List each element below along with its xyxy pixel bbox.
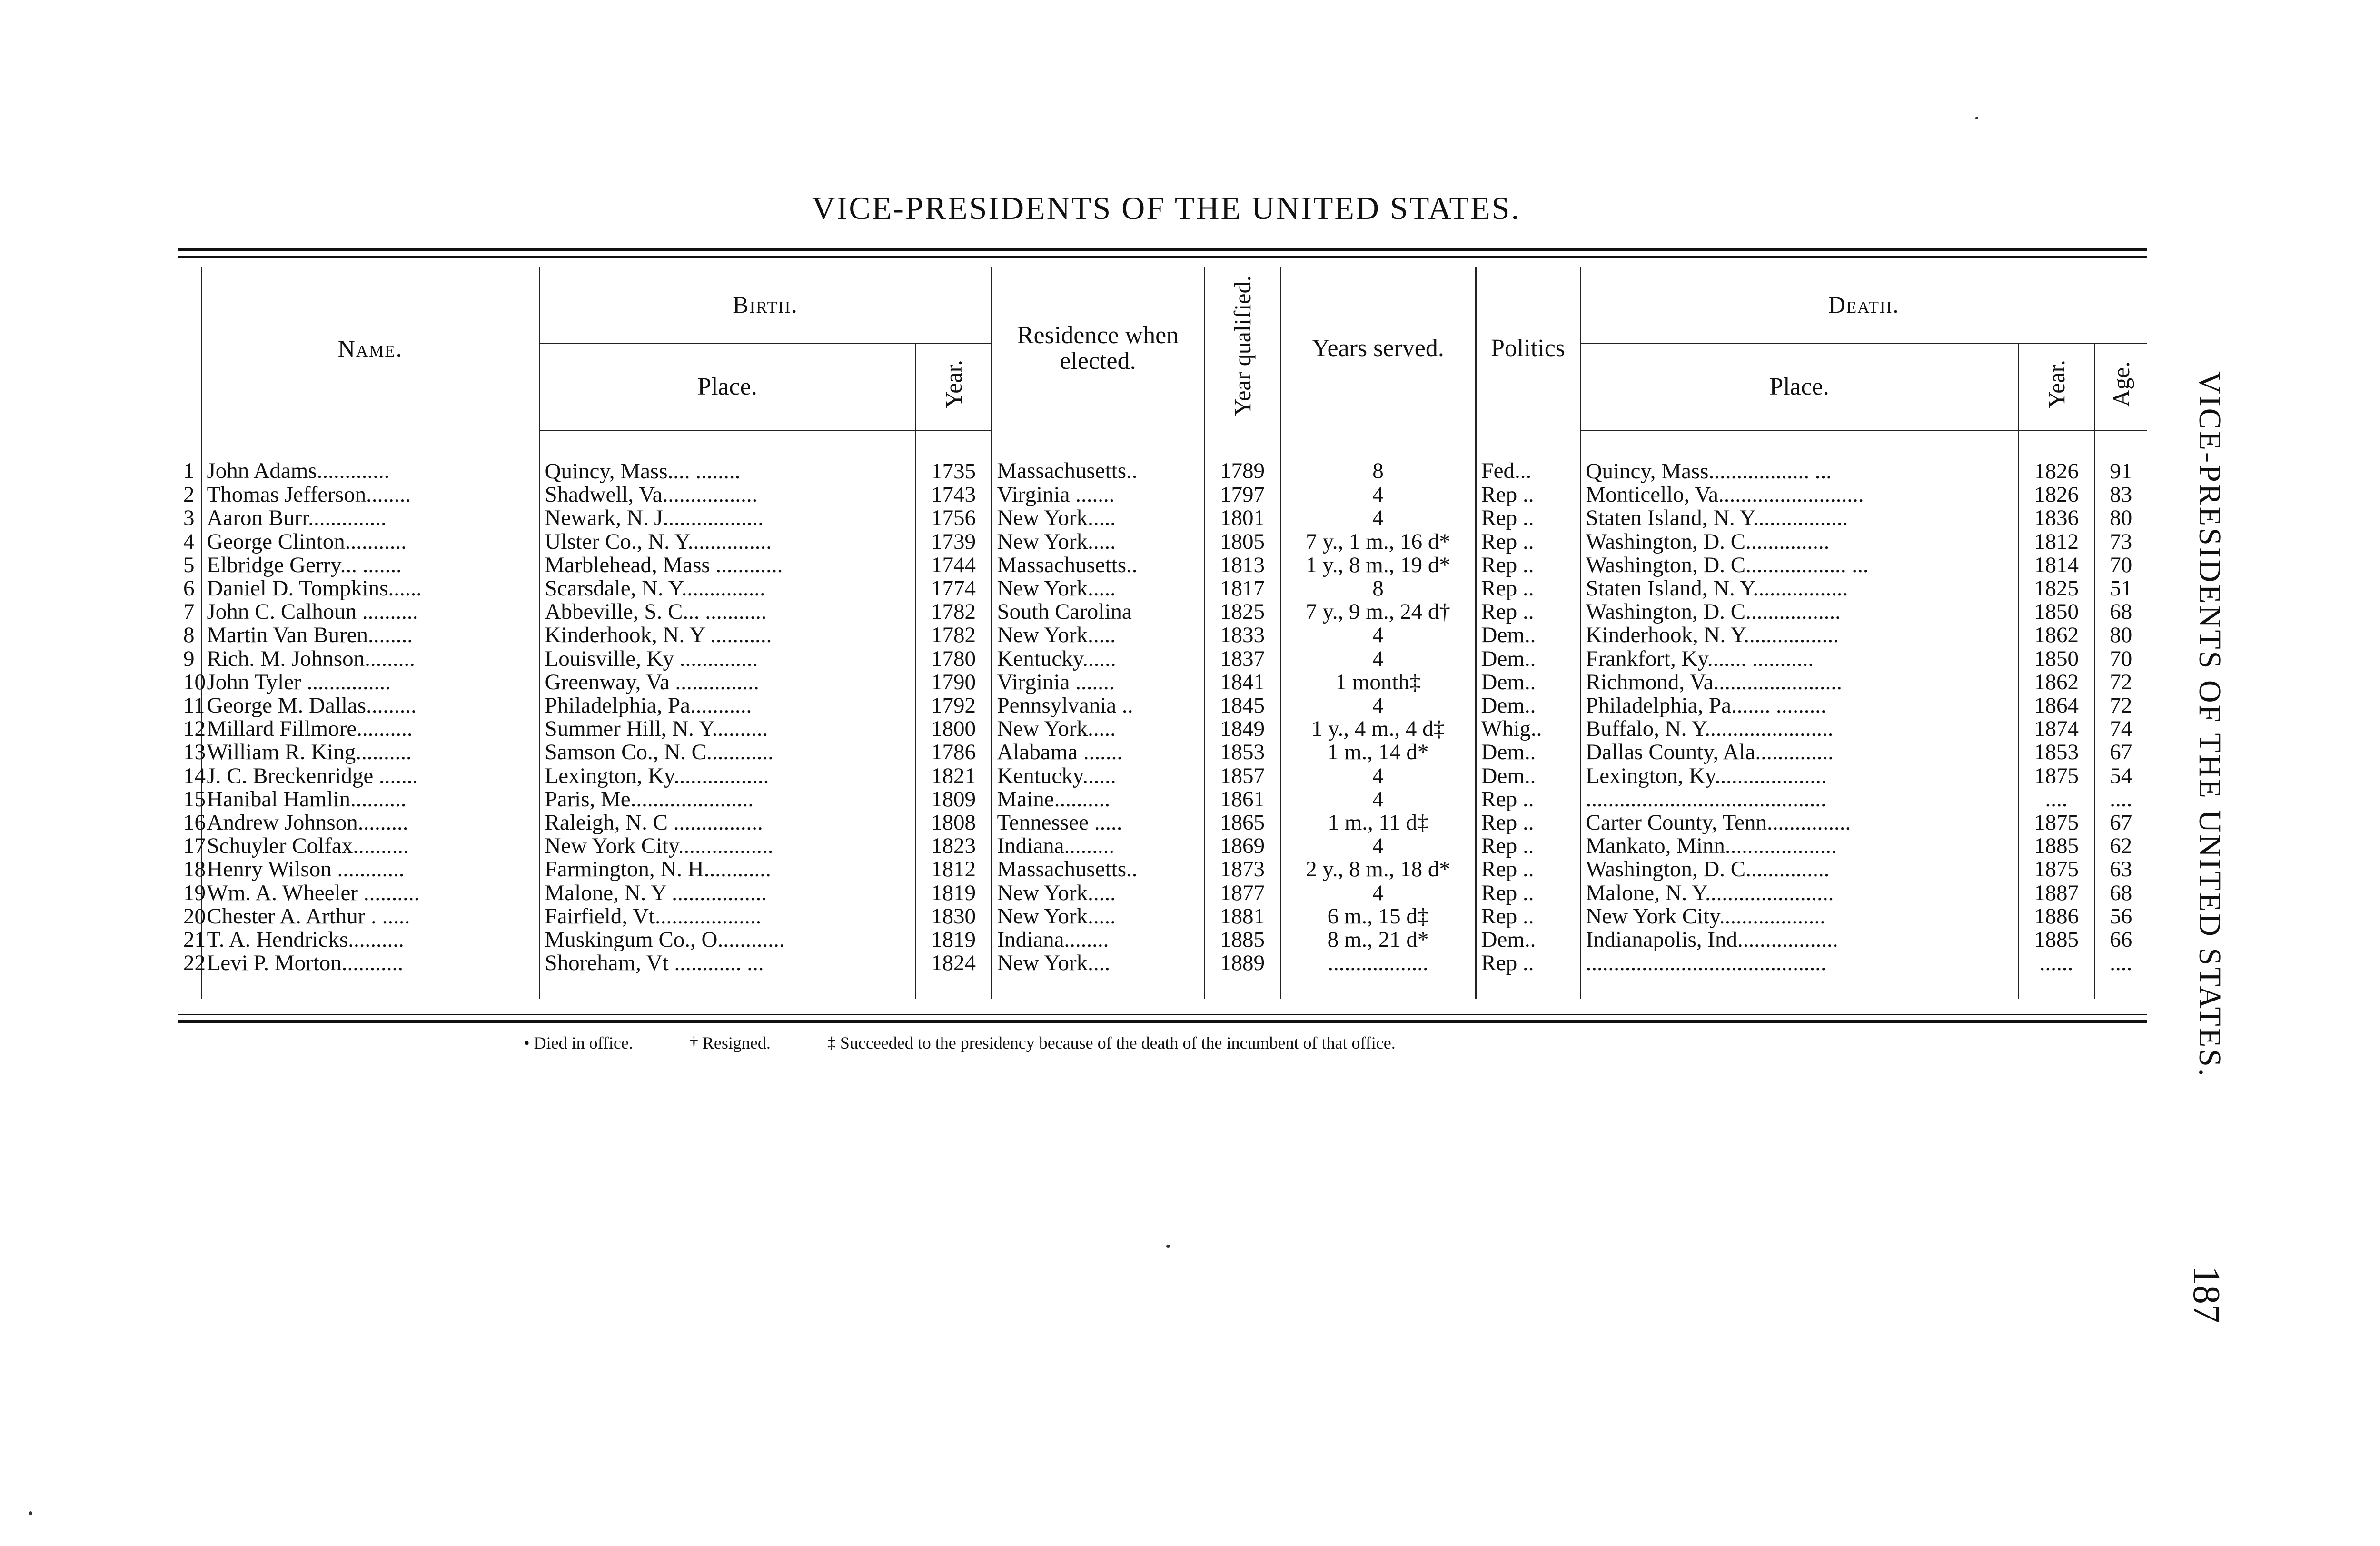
year-qualified-cell: 1865 xyxy=(1204,811,1280,834)
residence-cell: New York..... xyxy=(992,624,1204,647)
name-cell: Rich. M. Johnson......... xyxy=(201,647,539,671)
years-served-cell: 7 y., 1 m., 16 d* xyxy=(1280,530,1476,554)
table-row xyxy=(178,764,2147,788)
top-double-rule-thick xyxy=(178,248,2147,251)
years-served-cell: 4 xyxy=(1280,506,1476,530)
death-year-cell: 1814 xyxy=(2018,554,2094,577)
age-cell: .... xyxy=(2094,788,2147,811)
residence-cell: Tennessee ..... xyxy=(992,811,1204,834)
footnote-resigned: † Resigned. xyxy=(689,1033,771,1052)
residence-cell: New York..... xyxy=(992,530,1204,554)
politics-cell: Dem.. xyxy=(1476,671,1580,694)
name-cell: T. A. Hendricks.......... xyxy=(201,928,539,951)
death-place-cell: Mankato, Minn.................... xyxy=(1580,834,2018,858)
birth-year-cell: 1812 xyxy=(915,858,992,881)
politics-cell: Rep .. xyxy=(1476,858,1580,881)
table-row xyxy=(178,882,2147,905)
name-cell: John Tyler ............... xyxy=(201,671,539,694)
row-number: 4 xyxy=(183,529,195,554)
birth-place-cell: Malone, N. Y ................. xyxy=(539,882,915,905)
politics-cell: Rep .. xyxy=(1476,600,1580,624)
death-place-cell: Dallas County, Ala.............. xyxy=(1580,741,2018,764)
death-year-cell: 1864 xyxy=(2018,694,2094,717)
years-served-cell: 4 xyxy=(1280,882,1476,905)
row-number: 20 xyxy=(183,903,206,929)
death-place-cell: Lexington, Ky.................... xyxy=(1580,764,2018,788)
year-qualified-cell: 1869 xyxy=(1204,834,1280,858)
death-place-cell: ........................................... xyxy=(1580,788,2018,811)
residence-cell: South Carolina xyxy=(992,600,1204,624)
header-name: Name. xyxy=(201,267,539,431)
row-number: 9 xyxy=(183,646,195,671)
name-cell: Henry Wilson ............ xyxy=(201,858,539,881)
residence-cell: Virginia ....... xyxy=(992,671,1204,694)
politics-cell: Rep .. xyxy=(1476,530,1580,554)
row-number: 15 xyxy=(183,786,206,812)
residence-cell: New York..... xyxy=(992,577,1204,600)
age-cell: 70 xyxy=(2094,554,2147,577)
birth-year-cell: 1792 xyxy=(915,694,992,717)
footnotes xyxy=(524,1033,2047,1053)
years-served-cell: 7 y., 9 m., 24 d† xyxy=(1280,600,1476,624)
row-number: 10 xyxy=(183,669,206,694)
birth-year-cell: 1830 xyxy=(915,905,992,928)
row-number: 18 xyxy=(183,857,206,882)
birth-place-cell: Shadwell, Va................. xyxy=(539,483,915,506)
name-cell: George Clinton........... xyxy=(201,530,539,554)
table-row xyxy=(178,671,2147,694)
age-cell: 74 xyxy=(2094,717,2147,741)
politics-cell: Rep .. xyxy=(1476,554,1580,577)
residence-cell: Kentucky...... xyxy=(992,647,1204,671)
year-qualified-cell: 1813 xyxy=(1204,554,1280,577)
row-number: 8 xyxy=(183,623,195,648)
age-cell: 68 xyxy=(2094,882,2147,905)
age-cell: 80 xyxy=(2094,506,2147,530)
death-year-cell: 1826 xyxy=(2018,431,2094,484)
year-qualified-cell: 1873 xyxy=(1204,858,1280,881)
table-row xyxy=(178,577,2147,600)
politics-cell: Rep .. xyxy=(1476,834,1580,858)
header-years-served: Years served. xyxy=(1280,267,1476,431)
years-served-cell: 2 y., 8 m., 18 d* xyxy=(1280,858,1476,881)
death-place-cell: Kinderhook, N. Y................. xyxy=(1580,624,2018,647)
header-year-qualified-label: Year qualified. xyxy=(1229,276,1256,416)
birth-year-cell: 1808 xyxy=(915,811,992,834)
residence-cell: New York..... xyxy=(992,506,1204,530)
residence-cell: Indiana......... xyxy=(992,834,1204,858)
row-number: 19 xyxy=(183,880,206,905)
birth-place-cell: Muskingum Co., O............ xyxy=(539,928,915,951)
year-qualified-cell: 1789 xyxy=(1204,431,1280,484)
year-qualified-cell: 1797 xyxy=(1204,483,1280,506)
row-number: 7 xyxy=(183,599,195,624)
birth-place-cell: Farmington, N. H............ xyxy=(539,858,915,881)
year-qualified-cell: 1841 xyxy=(1204,671,1280,694)
birth-year-cell: 1790 xyxy=(915,671,992,694)
residence-cell: Massachusetts.. xyxy=(992,431,1204,484)
politics-cell: Dem.. xyxy=(1476,624,1580,647)
death-place-cell: Staten Island, N. Y................. xyxy=(1580,506,2018,530)
politics-cell: Fed... xyxy=(1476,431,1580,484)
death-year-cell: 1812 xyxy=(2018,530,2094,554)
birth-place-cell: Summer Hill, N. Y.......... xyxy=(539,717,915,741)
name-cell: Andrew Johnson......... xyxy=(201,811,539,834)
table-row xyxy=(178,530,2147,554)
row-number: 2 xyxy=(183,482,195,507)
table-row xyxy=(178,483,2147,506)
politics-cell: Rep .. xyxy=(1476,788,1580,811)
years-served-cell: 1 y., 8 m., 19 d* xyxy=(1280,554,1476,577)
row-number: 22 xyxy=(183,951,206,976)
year-qualified-cell: 1857 xyxy=(1204,764,1280,788)
birth-place-cell: Louisville, Ky .............. xyxy=(539,647,915,671)
years-served-cell: 4 xyxy=(1280,694,1476,717)
row-number: 1 xyxy=(183,458,195,484)
row-number: 11 xyxy=(183,693,205,718)
death-year-cell: 1850 xyxy=(2018,600,2094,624)
death-place-cell: Philadelphia, Pa....... ......... xyxy=(1580,694,2018,717)
residence-cell: Alabama ....... xyxy=(992,741,1204,764)
age-cell: 73 xyxy=(2094,530,2147,554)
year-qualified-cell: 1889 xyxy=(1204,951,1280,999)
birth-year-cell: 1809 xyxy=(915,788,992,811)
years-served-cell: 8 xyxy=(1280,431,1476,484)
year-qualified-cell: 1861 xyxy=(1204,788,1280,811)
residence-cell: Kentucky...... xyxy=(992,764,1204,788)
birth-year-cell: 1780 xyxy=(915,647,992,671)
birth-year-cell: 1782 xyxy=(915,624,992,647)
residence-cell: New York.... xyxy=(992,951,1204,999)
table-row xyxy=(178,811,2147,834)
years-served-cell: 1 y., 4 m., 4 d‡ xyxy=(1280,717,1476,741)
death-year-cell: 1874 xyxy=(2018,717,2094,741)
age-cell: 70 xyxy=(2094,647,2147,671)
birth-year-cell: 1743 xyxy=(915,483,992,506)
age-cell: 72 xyxy=(2094,694,2147,717)
birth-place-cell: Lexington, Ky................. xyxy=(539,764,915,788)
header-age xyxy=(2094,344,2147,431)
table-row xyxy=(178,624,2147,647)
age-cell: 68 xyxy=(2094,600,2147,624)
header-death-year xyxy=(2018,344,2094,431)
age-cell: 80 xyxy=(2094,624,2147,647)
birth-year-cell: 1819 xyxy=(915,882,992,905)
year-qualified-cell: 1849 xyxy=(1204,717,1280,741)
death-year-cell: 1875 xyxy=(2018,858,2094,881)
residence-cell: New York..... xyxy=(992,717,1204,741)
header-birth-year xyxy=(915,344,992,431)
birth-year-cell: 1744 xyxy=(915,554,992,577)
birth-year-cell: 1756 xyxy=(915,506,992,530)
row-number: 16 xyxy=(183,810,206,835)
residence-cell: Virginia ....... xyxy=(992,483,1204,506)
row-number: 12 xyxy=(183,716,206,742)
row-number: 21 xyxy=(183,927,206,952)
header-number xyxy=(178,267,201,431)
politics-cell: Dem.. xyxy=(1476,764,1580,788)
header-death-year-label: Year. xyxy=(2043,360,2070,409)
table-row xyxy=(178,554,2147,577)
death-place-cell: Monticello, Va.......................... xyxy=(1580,483,2018,506)
years-served-cell: 4 xyxy=(1280,764,1476,788)
birth-place-cell: Greenway, Va ............... xyxy=(539,671,915,694)
politics-cell: Rep .. xyxy=(1476,882,1580,905)
year-qualified-cell: 1881 xyxy=(1204,905,1280,928)
residence-cell: Maine.......... xyxy=(992,788,1204,811)
death-year-cell: 1862 xyxy=(2018,624,2094,647)
birth-place-cell: Shoreham, Vt ............ ... xyxy=(539,951,915,999)
top-double-rule-thin xyxy=(178,256,2147,258)
death-place-cell: New York City................... xyxy=(1580,905,2018,928)
age-cell: 66 xyxy=(2094,928,2147,951)
death-place-cell: Indianapolis, Ind.................. xyxy=(1580,928,2018,951)
table-row xyxy=(178,905,2147,928)
death-year-cell: 1850 xyxy=(2018,647,2094,671)
birth-year-cell: 1739 xyxy=(915,530,992,554)
residence-cell: Pennsylvania .. xyxy=(992,694,1204,717)
birth-year-cell: 1821 xyxy=(915,764,992,788)
birth-place-cell: Philadelphia, Pa........... xyxy=(539,694,915,717)
residence-cell: Massachusetts.. xyxy=(992,858,1204,881)
footnote-died: • Died in office. xyxy=(524,1033,633,1052)
name-cell: John C. Calhoun .......... xyxy=(201,600,539,624)
name-cell: Aaron Burr.............. xyxy=(201,506,539,530)
birth-year-cell: 1782 xyxy=(915,600,992,624)
politics-cell: Dem.. xyxy=(1476,741,1580,764)
row-number: 5 xyxy=(183,552,195,577)
death-place-cell: Washington, D. C................. xyxy=(1580,600,2018,624)
birth-year-cell: 1735 xyxy=(915,431,992,484)
table-row xyxy=(178,647,2147,671)
print-speck xyxy=(1166,1245,1170,1248)
death-year-cell: 1887 xyxy=(2018,882,2094,905)
politics-cell: Rep .. xyxy=(1476,811,1580,834)
table-row xyxy=(178,431,2147,484)
death-place-cell: ........................................... xyxy=(1580,951,2018,999)
death-place-cell: Carter County, Tenn............... xyxy=(1580,811,2018,834)
birth-year-cell: 1819 xyxy=(915,928,992,951)
page-number: 187 xyxy=(2185,1266,2227,1323)
table-row xyxy=(178,788,2147,811)
table-row xyxy=(178,506,2147,530)
name-cell: George M. Dallas......... xyxy=(201,694,539,717)
year-qualified-cell: 1833 xyxy=(1204,624,1280,647)
politics-cell: Rep .. xyxy=(1476,577,1580,600)
name-cell: J. C. Breckenridge ....... xyxy=(201,764,539,788)
name-cell: Levi P. Morton........... xyxy=(201,951,539,999)
name-cell: Daniel D. Tompkins...... xyxy=(201,577,539,600)
row-number: 13 xyxy=(183,740,206,765)
birth-place-cell: Abbeville, S. C... ........... xyxy=(539,600,915,624)
year-qualified-cell: 1801 xyxy=(1204,506,1280,530)
birth-year-cell: 1774 xyxy=(915,577,992,600)
politics-cell: Dem.. xyxy=(1476,928,1580,951)
years-served-cell: 1 m., 14 d* xyxy=(1280,741,1476,764)
years-served-cell: 4 xyxy=(1280,834,1476,858)
table-row xyxy=(178,928,2147,951)
page-title: VICE-PRESIDENTS OF THE UNITED STATES. xyxy=(812,190,1521,226)
footnote-succeeded: ‡ Succeeded to the presidency because of the death of the incumbent of that office. xyxy=(827,1033,1396,1052)
table-row xyxy=(178,717,2147,741)
death-year-cell: 1875 xyxy=(2018,764,2094,788)
row-number: 17 xyxy=(183,833,206,859)
name-cell: Martin Van Buren........ xyxy=(201,624,539,647)
years-served-cell: 4 xyxy=(1280,788,1476,811)
death-place-cell: Frankfort, Ky....... ........... xyxy=(1580,647,2018,671)
header-death-place: Place. xyxy=(1580,344,2018,431)
birth-place-cell: Scarsdale, N. Y............... xyxy=(539,577,915,600)
years-served-cell: 4 xyxy=(1280,483,1476,506)
death-year-cell: 1853 xyxy=(2018,741,2094,764)
row-number: 14 xyxy=(183,763,206,788)
row-number: 3 xyxy=(183,505,195,531)
table-row xyxy=(178,741,2147,764)
age-cell: .... xyxy=(2094,951,2147,999)
name-cell: Thomas Jefferson........ xyxy=(201,483,539,506)
year-qualified-cell: 1853 xyxy=(1204,741,1280,764)
years-served-cell: 4 xyxy=(1280,624,1476,647)
birth-place-cell: New York City................. xyxy=(539,834,915,858)
year-qualified-cell: 1825 xyxy=(1204,600,1280,624)
residence-cell: New York..... xyxy=(992,882,1204,905)
death-place-cell: Buffalo, N. Y....................... xyxy=(1580,717,2018,741)
death-year-cell: .... xyxy=(2018,788,2094,811)
header-death: Death. xyxy=(1580,267,2147,344)
years-served-cell: 4 xyxy=(1280,647,1476,671)
politics-cell: Whig.. xyxy=(1476,717,1580,741)
death-year-cell: 1885 xyxy=(2018,928,2094,951)
birth-year-cell: 1786 xyxy=(915,741,992,764)
age-cell: 56 xyxy=(2094,905,2147,928)
birth-place-cell: Ulster Co., N. Y............... xyxy=(539,530,915,554)
years-served-cell: .................. xyxy=(1280,951,1476,999)
death-place-cell: Malone, N. Y....................... xyxy=(1580,882,2018,905)
birth-year-cell: 1823 xyxy=(915,834,992,858)
death-place-cell: Richmond, Va....................... xyxy=(1580,671,2018,694)
year-qualified-cell: 1817 xyxy=(1204,577,1280,600)
print-speck xyxy=(29,1511,32,1515)
birth-place-cell: Paris, Me...................... xyxy=(539,788,915,811)
residence-cell: Massachusetts.. xyxy=(992,554,1204,577)
header-year-qualified xyxy=(1204,267,1280,431)
birth-place-cell: Samson Co., N. C............ xyxy=(539,741,915,764)
header-age-label: Age. xyxy=(2107,361,2134,407)
name-cell: Wm. A. Wheeler .......... xyxy=(201,882,539,905)
death-year-cell: 1862 xyxy=(2018,671,2094,694)
table-row xyxy=(178,694,2147,717)
age-cell: 72 xyxy=(2094,671,2147,694)
header-politics: Politics xyxy=(1476,267,1580,431)
header-birth-place: Place. xyxy=(539,344,915,431)
table-row xyxy=(178,858,2147,881)
age-cell: 67 xyxy=(2094,811,2147,834)
bottom-double-rule-thick xyxy=(178,1020,2147,1023)
header-birth: Birth. xyxy=(539,267,992,344)
death-year-cell: 1836 xyxy=(2018,506,2094,530)
politics-cell: Dem.. xyxy=(1476,694,1580,717)
birth-place-cell: Quincy, Mass.... ........ xyxy=(539,431,915,484)
name-cell: Chester A. Arthur . ..... xyxy=(201,905,539,928)
name-cell: Elbridge Gerry... ....... xyxy=(201,554,539,577)
age-cell: 91 xyxy=(2094,431,2147,484)
residence-cell: New York..... xyxy=(992,905,1204,928)
birth-year-cell: 1800 xyxy=(915,717,992,741)
age-cell: 83 xyxy=(2094,483,2147,506)
year-qualified-cell: 1837 xyxy=(1204,647,1280,671)
table-row xyxy=(178,600,2147,624)
name-cell: William R. King.......... xyxy=(201,741,539,764)
age-cell: 62 xyxy=(2094,834,2147,858)
death-year-cell: 1885 xyxy=(2018,834,2094,858)
name-cell: Schuyler Colfax.......... xyxy=(201,834,539,858)
row-number: 6 xyxy=(183,576,195,601)
years-served-cell: 1 month‡ xyxy=(1280,671,1476,694)
birth-place-cell: Marblehead, Mass ............ xyxy=(539,554,915,577)
age-cell: 67 xyxy=(2094,741,2147,764)
vice-presidents-table xyxy=(178,267,2147,999)
birth-place-cell: Kinderhook, N. Y ........... xyxy=(539,624,915,647)
header-residence: Residence when elected. xyxy=(992,267,1204,431)
age-cell: 51 xyxy=(2094,577,2147,600)
residence-cell: Indiana........ xyxy=(992,928,1204,951)
politics-cell: Rep .. xyxy=(1476,905,1580,928)
death-year-cell: 1886 xyxy=(2018,905,2094,928)
birth-place-cell: Newark, N. J.................. xyxy=(539,506,915,530)
death-place-cell: Staten Island, N. Y................. xyxy=(1580,577,2018,600)
table-row xyxy=(178,951,2147,999)
age-cell: 54 xyxy=(2094,764,2147,788)
death-year-cell: 1826 xyxy=(2018,483,2094,506)
name-cell: Millard Fillmore.......... xyxy=(201,717,539,741)
years-served-cell: 6 m., 15 d‡ xyxy=(1280,905,1476,928)
years-served-cell: 8 m., 21 d* xyxy=(1280,928,1476,951)
politics-cell: Rep .. xyxy=(1476,951,1580,999)
bottom-double-rule-thin xyxy=(178,1014,2147,1015)
politics-cell: Rep .. xyxy=(1476,483,1580,506)
year-qualified-cell: 1877 xyxy=(1204,882,1280,905)
birth-place-cell: Raleigh, N. C ................ xyxy=(539,811,915,834)
year-qualified-cell: 1845 xyxy=(1204,694,1280,717)
death-year-cell: 1825 xyxy=(2018,577,2094,600)
years-served-cell: 1 m., 11 d‡ xyxy=(1280,811,1476,834)
birth-place-cell: Fairfield, Vt................... xyxy=(539,905,915,928)
age-cell: 63 xyxy=(2094,858,2147,881)
years-served-cell: 8 xyxy=(1280,577,1476,600)
name-cell: John Adams............. xyxy=(201,431,539,484)
death-place-cell: Washington, D. C.................. ... xyxy=(1580,554,2018,577)
death-year-cell: ...... xyxy=(2018,951,2094,999)
header-birth-year-label: Year. xyxy=(940,360,967,409)
year-qualified-cell: 1805 xyxy=(1204,530,1280,554)
birth-year-cell: 1824 xyxy=(915,951,992,999)
death-place-cell: Quincy, Mass.................. ... xyxy=(1580,431,2018,484)
year-qualified-cell: 1885 xyxy=(1204,928,1280,951)
politics-cell: Rep .. xyxy=(1476,506,1580,530)
name-cell: Hanibal Hamlin.......... xyxy=(201,788,539,811)
death-year-cell: 1875 xyxy=(2018,811,2094,834)
death-place-cell: Washington, D. C............... xyxy=(1580,530,2018,554)
politics-cell: Dem.. xyxy=(1476,647,1580,671)
table-row xyxy=(178,834,2147,858)
print-speck xyxy=(1975,117,1978,119)
side-running-title: VICE-PRESIDENTS OF THE UNITED STATES. xyxy=(2192,371,2227,1079)
death-place-cell: Washington, D. C............... xyxy=(1580,858,2018,881)
